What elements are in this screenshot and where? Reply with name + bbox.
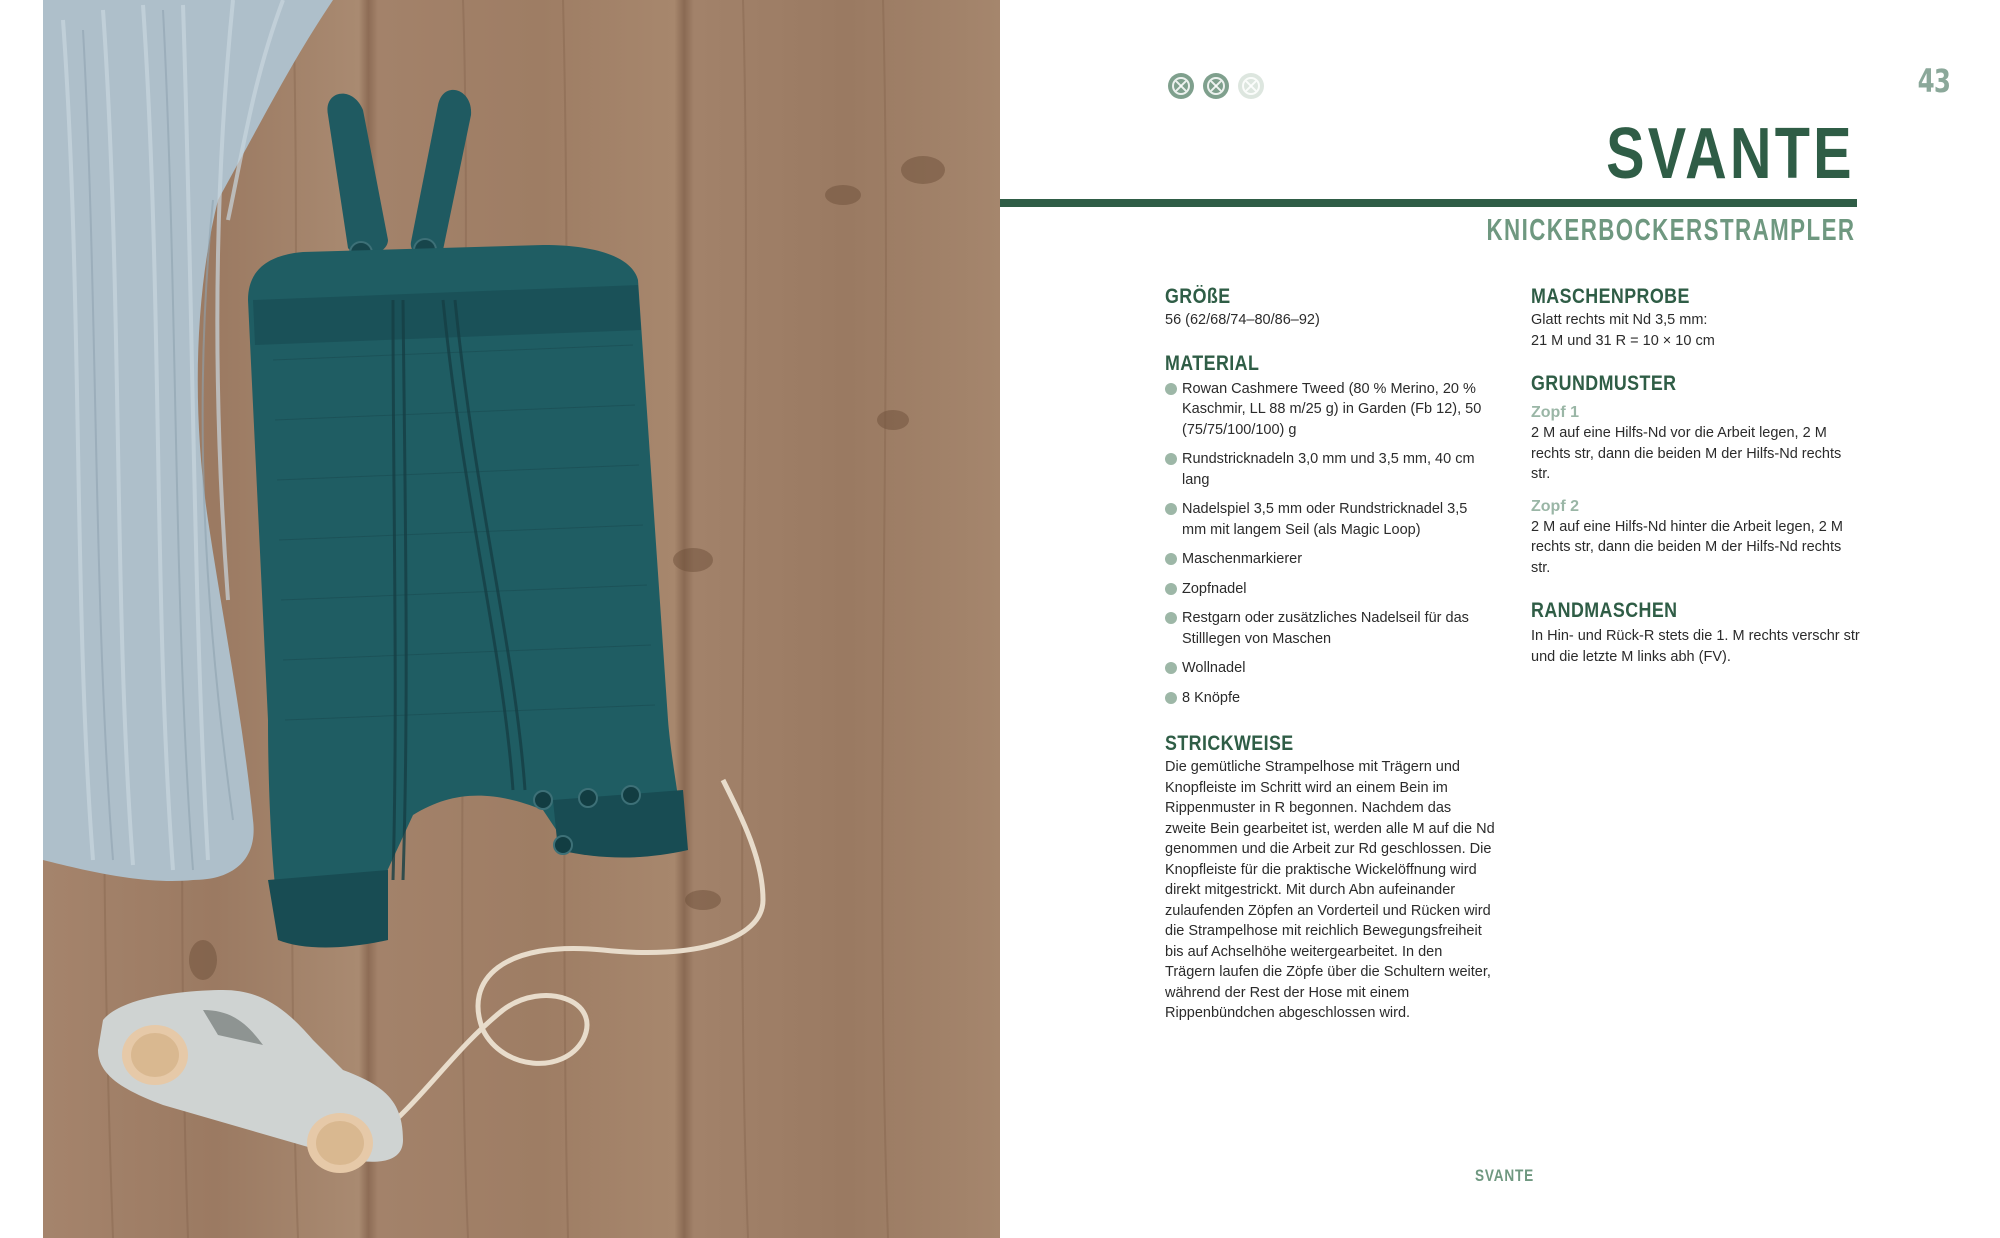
right-column [1531, 284, 1861, 667]
bullet-icon [1165, 583, 1177, 595]
bullet-icon [1165, 383, 1177, 395]
material-item: Restgarn oder zusätzliches Nadelseil für das Stilllegen von Maschen [1165, 608, 1495, 649]
material-item: Maschenmarkierer [1165, 549, 1495, 570]
bullet-icon [1165, 692, 1177, 704]
difficulty-icon-2 [1203, 73, 1229, 99]
page-subtitle: KNICKERBOCKERSTRAMPLER [1486, 212, 1855, 247]
page-number: 43 [1917, 62, 1950, 100]
material-item: Zopfnadel [1165, 579, 1495, 600]
material-item: Nadelspiel 3,5 mm oder Rundstricknadel 3,5 mm mit langem Seil (als Magic Loop) [1165, 499, 1495, 540]
gauge-line-1: Glatt rechts mit Nd 3,5 mm: [1531, 312, 1708, 328]
zopf-1-text: 2 M auf eine Hilfs-Nd vor die Arbeit legen, 2 M rechts str, dann die beiden M der Hilfs-Nd rechts str. [1531, 425, 1842, 482]
difficulty-icon-1 [1168, 73, 1194, 99]
material-list [1165, 379, 1495, 709]
zopf-2-heading: Zopf 2 [1531, 497, 1579, 515]
size-text: 56 (62/68/74–80/86–92) [1165, 312, 1320, 328]
section-heading-groesse: GRÖßE [1165, 285, 1231, 308]
running-footer: SVANTE [1475, 1166, 1534, 1185]
bullet-icon [1165, 503, 1177, 515]
gauge-line-2: 21 M und 31 R = 10 × 10 cm [1531, 332, 1715, 349]
material-item: Rowan Cashmere Tweed (80 % Merino, 20 % Kaschmir, LL 88 m/25 g) in Garden (Fb 12), 50 (75/75/100/100) g [1165, 379, 1495, 441]
bullet-icon [1165, 612, 1177, 624]
material-item: Rundstricknadeln 3,0 mm und 3,5 mm, 40 cm lang [1165, 449, 1495, 490]
bullet-icon [1165, 553, 1177, 565]
zopf-2-text: 2 M auf eine Hilfs-Nd hinter die Arbeit legen, 2 M rechts str, dann die beiden M der Hilfs-Nd rechts str. [1531, 518, 1843, 576]
title-divider [1000, 199, 1857, 207]
bullet-icon [1165, 662, 1177, 674]
randmaschen-text: In Hin- und Rück-R stets die 1. M rechts verschr str und die letzte M links abh (FV). [1531, 628, 1860, 665]
section-heading-material: MATERIAL [1165, 351, 1260, 375]
section-heading-strickweise: STRICKWEISE [1165, 732, 1294, 755]
strickweise-text: Die gemütliche Strampelhose mit Trägern und Knopfleiste im Schritt wird an einem Bein im Rippenmuster in R begonnen. Nachdem das zweite Bein gearbeitet ist, werden alle M auf die Nd genommen und die Arbeit zur Rd geschlossen. Die Knopfleiste für die praktische Wickelöffnung wird direkt mitgestrickt. Mit durch Abn aufeinander zulaufenden Zöpfen an Vorderteil und Rücken wird die Strampelhose mit reichlich Bewegungsfreiheit bis auf Achselhöhe weitergearbeitet. In den Trägern laufen die Zöpfe über die Schultern weiter, während der Rest der Hose mit einem Rippenbündchen abgeschlossen wird. [1165, 759, 1495, 1021]
section-heading-randmaschen: RANDMASCHEN [1531, 599, 1678, 622]
bullet-icon [1165, 453, 1177, 465]
zopf-1-heading: Zopf 1 [1531, 404, 1579, 421]
page-title: SVANTE [1606, 114, 1855, 194]
material-item: 8 Knöpfe [1165, 688, 1495, 709]
material-item: Wollnadel [1165, 658, 1495, 679]
section-heading-maschenprobe: MASCHENPROBE [1531, 285, 1690, 308]
page-margin [0, 0, 43, 1238]
difficulty-icon-3 [1238, 73, 1264, 99]
section-heading-grundmuster: GRUNDMUSTER [1531, 372, 1677, 395]
left-column [1165, 284, 1495, 1024]
product-photo [43, 0, 1000, 1238]
